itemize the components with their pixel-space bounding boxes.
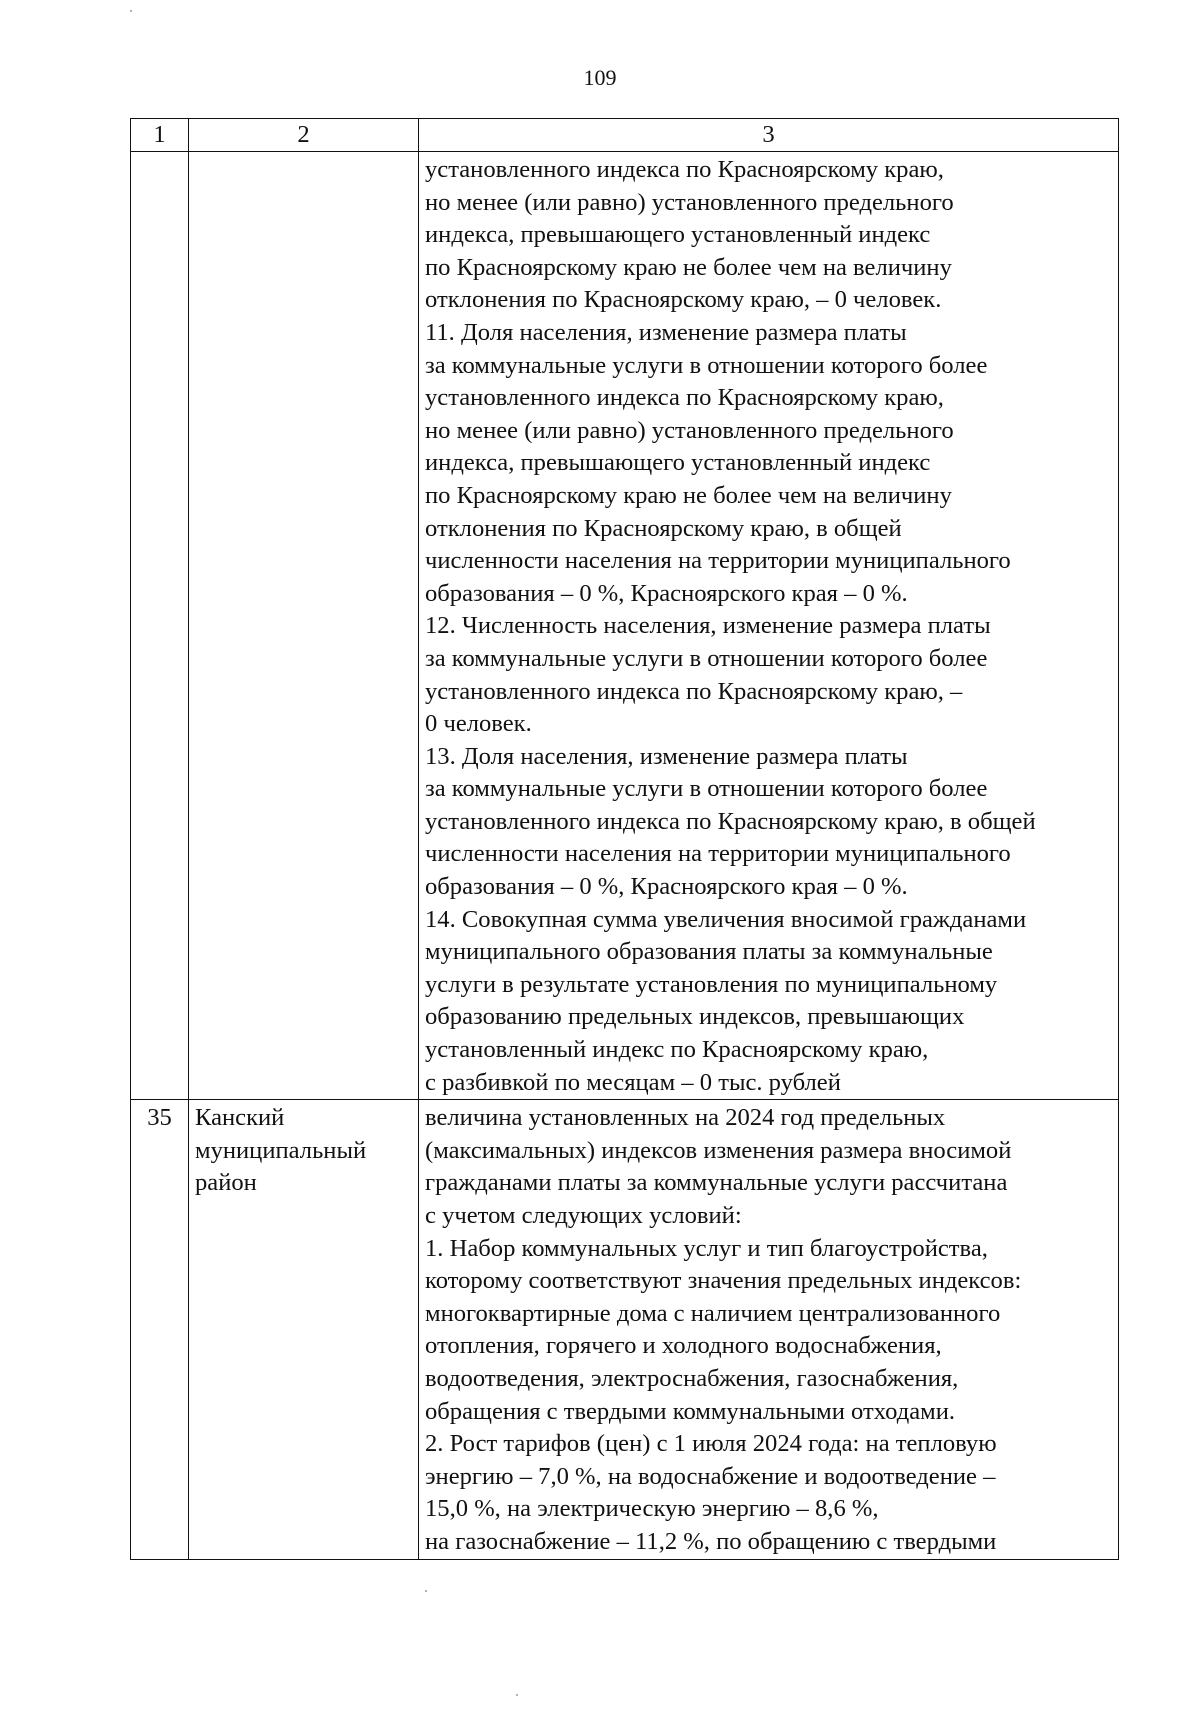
description-line: установленный индекс по Красноярскому краю, xyxy=(425,1036,929,1064)
description-line: 13. Доля населения, изменение размера платы xyxy=(425,742,908,770)
description-line: 2. Рост тарифов (цен) с 1 июля 2024 года: на тепловую xyxy=(425,1430,997,1458)
description-line: за коммунальные услуги в отношении которого более xyxy=(425,351,988,379)
description-line: по Красноярскому краю не более чем на величину xyxy=(425,253,952,281)
municipality-name-line: муниципальный xyxy=(195,1136,367,1164)
description-line: 14. Совокупная сумма увеличения вносимой гражданами xyxy=(425,905,1027,933)
indices-table xyxy=(130,118,1119,1560)
description-line: установленного индекса по Красноярскому краю, в общей xyxy=(425,807,1036,835)
description-line: отопления, горячего и холодного водоснабжения, xyxy=(425,1332,942,1360)
description-line: за коммунальные услуги в отношении которого более xyxy=(425,644,988,672)
description-line: установленного индекса по Красноярскому краю, xyxy=(425,384,944,412)
description-line: муниципального образования платы за коммунальные xyxy=(425,938,993,966)
municipality-name-line: Канский xyxy=(195,1104,285,1132)
description-line: многоквартирные дома с наличием централизованного xyxy=(425,1299,1001,1327)
municipality-cell xyxy=(189,152,419,1100)
column-header-description: 3 xyxy=(419,119,1119,152)
description-line: величина установленных на 2024 год предельных xyxy=(425,1104,946,1132)
description-line: гражданами платы за коммунальные услуги рассчитана xyxy=(425,1169,1008,1197)
table-row-35 xyxy=(131,1100,1119,1559)
scan-speck xyxy=(516,1694,518,1696)
description-line: но менее (или равно) установленного предельного xyxy=(425,416,954,444)
description-line: водоотведения, электроснабжения, газоснабжения, xyxy=(425,1364,959,1392)
description-line: 0 человек. xyxy=(425,710,532,738)
description-line: установленного индекса по Красноярскому краю, – xyxy=(425,677,963,705)
description-line: услуги в результате установления по муниципальному xyxy=(425,970,998,998)
description-line: с разбивкой по месяцам – 0 тыс. рублей xyxy=(425,1068,841,1096)
description-line: (максимальных) индексов изменения размера вносимой xyxy=(425,1136,1012,1164)
description-line: численности населения на территории муниципального xyxy=(425,547,1011,575)
description-line: образования – 0 %, Красноярского края – 0 %. xyxy=(425,873,908,901)
municipality-name-line: район xyxy=(195,1169,257,1197)
scan-speck xyxy=(130,10,132,12)
description-line: но менее (или равно) установленного предельного xyxy=(425,188,954,216)
description-line: численности населения на территории муниципального xyxy=(425,840,1011,868)
column-header-number: 1 xyxy=(131,119,189,152)
description-cell xyxy=(419,1100,1119,1559)
description-line: 15,0 %, на электрическую энергию – 8,6 %, xyxy=(425,1495,879,1523)
description-line: образованию предельных индексов, превышающих xyxy=(425,1003,965,1031)
table-row-continuation xyxy=(131,152,1119,1100)
description-line: индекса, превышающего установленный индекс xyxy=(425,221,931,249)
description-line: 11. Доля населения, изменение размера платы xyxy=(425,318,907,346)
description-line: за коммунальные услуги в отношении которого более xyxy=(425,775,988,803)
page-number: 109 xyxy=(583,65,617,90)
description-line: индекса, превышающего установленный индекс xyxy=(425,449,931,477)
description-line: обращения с твердыми коммунальными отходами. xyxy=(425,1397,956,1425)
description-line: установленного индекса по Красноярскому краю, xyxy=(425,156,944,183)
scan-speck xyxy=(425,1590,427,1592)
description-line: энергию – 7,0 %, на водоснабжение и водоотведение – xyxy=(425,1462,996,1490)
description-line: 1. Набор коммунальных услуг и тип благоустройства, xyxy=(425,1234,988,1262)
description-line: 12. Численность населения, изменение размера платы xyxy=(425,612,991,640)
municipality-cell xyxy=(189,1100,419,1559)
description-line: по Красноярскому краю не более чем на величину xyxy=(425,481,952,509)
row-number-cell: 35 xyxy=(131,1100,189,1559)
row-number-cell xyxy=(131,152,189,1100)
description-line: отклонения по Красноярскому краю, – 0 человек. xyxy=(425,286,942,314)
table-header-row xyxy=(131,119,1119,152)
description-cell xyxy=(419,152,1119,1100)
description-line: отклонения по Красноярскому краю, в общей xyxy=(425,514,902,542)
description-line: образования – 0 %, Красноярского края – 0 %. xyxy=(425,579,908,607)
column-header-municipality: 2 xyxy=(189,119,419,152)
description-line: с учетом следующих условий: xyxy=(425,1202,742,1229)
description-line: которому соответствуют значения предельных индексов: xyxy=(425,1267,1022,1295)
description-line: на газоснабжение – 11,2 %, по обращению с твердыми xyxy=(425,1527,997,1555)
